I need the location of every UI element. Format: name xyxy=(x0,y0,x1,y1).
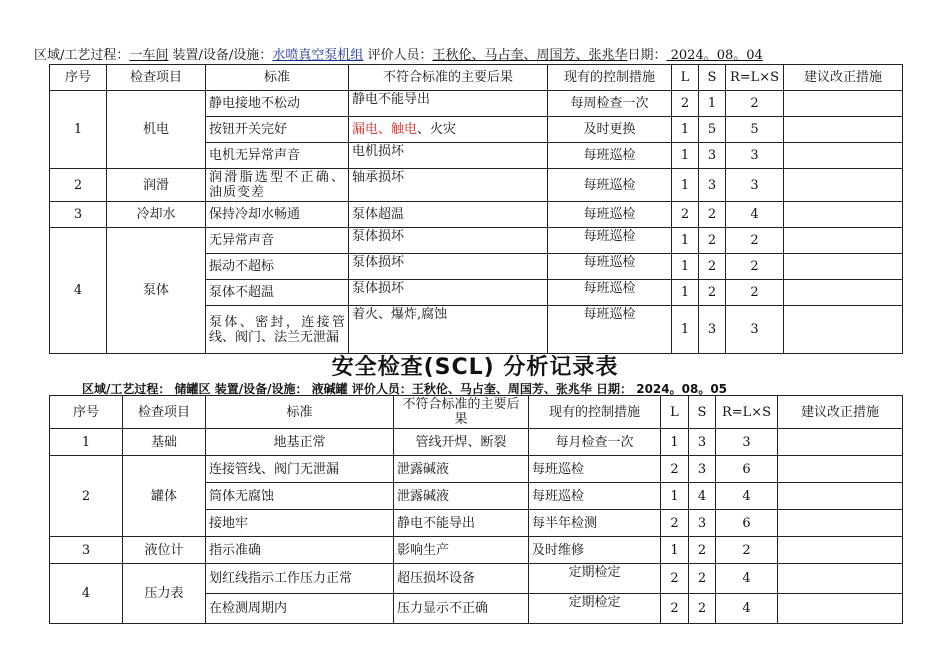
standard-cell: 电机无异常声音 xyxy=(206,143,349,169)
section1-header xyxy=(34,44,763,63)
area-label: 区域/工艺过程： xyxy=(34,48,130,63)
suggestion-cell xyxy=(784,202,903,228)
col-header: R=L×S xyxy=(726,65,784,91)
standard-cell: 振动不超标 xyxy=(206,254,349,280)
r-cell: 2 xyxy=(726,91,784,117)
standard-cell: 按钮开关完好 xyxy=(206,117,349,143)
consequence-cell: 管线开焊、断裂 xyxy=(394,429,529,456)
l-cell: 1 xyxy=(672,254,699,280)
col-header: 检查项目 xyxy=(107,65,206,91)
r-cell: 4 xyxy=(716,564,778,594)
device-value: 水喷真空泵机组 xyxy=(272,48,364,63)
control-cell: 定期检定 xyxy=(529,594,661,624)
control-cell: 每班巡检 xyxy=(529,456,661,483)
evaluator-label: 评价人员： xyxy=(363,48,433,63)
s-cell: 2 xyxy=(699,202,726,228)
suggestion-cell xyxy=(784,228,903,254)
consequence-cell: 泵体损坏 xyxy=(349,254,548,280)
control-cell: 每班巡检 xyxy=(548,169,672,202)
r-cell: 2 xyxy=(726,228,784,254)
r-cell: 2 xyxy=(726,254,784,280)
col-header: 标准 xyxy=(206,396,394,429)
s-cell: 3 xyxy=(689,429,716,456)
standard-cell: 指示准确 xyxy=(206,537,394,564)
standard-cell: 划红线指示工作压力正常 xyxy=(206,564,394,594)
col-header: 序号 xyxy=(50,396,123,429)
standard-cell: 润滑脂选型不正确、油质变差 xyxy=(206,169,349,202)
col-header: 序号 xyxy=(50,65,107,91)
r-cell: 3 xyxy=(716,429,778,456)
l-cell: 1 xyxy=(672,228,699,254)
area-value: 一车间 xyxy=(129,48,169,63)
standard-cell: 无异常声音 xyxy=(206,228,349,254)
date-label: 日期： xyxy=(627,48,667,63)
r-cell: 2 xyxy=(716,537,778,564)
suggestion-cell xyxy=(778,594,903,624)
l-cell: 2 xyxy=(672,202,699,228)
col-header: S xyxy=(689,396,716,429)
check-item: 基础 xyxy=(123,429,206,456)
l-cell: 2 xyxy=(661,594,689,624)
row-no: 2 xyxy=(50,169,107,202)
r-cell: 4 xyxy=(726,202,784,228)
r-cell: 5 xyxy=(726,117,784,143)
suggestion-cell xyxy=(778,510,903,537)
table-row xyxy=(50,169,903,202)
s-cell: 2 xyxy=(699,254,726,280)
control-cell: 每月检查一次 xyxy=(529,429,661,456)
table-row xyxy=(50,91,903,117)
standard-cell: 连接管线、阀门无泄漏 xyxy=(206,456,394,483)
table-row xyxy=(50,456,903,483)
row-no: 3 xyxy=(50,537,123,564)
suggestion-cell xyxy=(778,483,903,510)
col-header: 建议改正措施 xyxy=(784,65,903,91)
col-header: 检查项目 xyxy=(123,396,206,429)
col-header: 建议改正措施 xyxy=(778,396,903,429)
standard-cell: 静电接地不松动 xyxy=(206,91,349,117)
s-cell: 2 xyxy=(689,537,716,564)
suggestion-cell xyxy=(784,143,903,169)
control-cell: 及时更换 xyxy=(548,117,672,143)
col-header: R=L×S xyxy=(716,396,778,429)
row-no: 4 xyxy=(50,228,107,354)
table-row xyxy=(50,429,903,456)
l-cell: 2 xyxy=(661,564,689,594)
l-cell: 2 xyxy=(672,91,699,117)
consequence-cell: 泵体超温 xyxy=(349,202,548,228)
s-cell: 2 xyxy=(689,564,716,594)
consequence-cell: 泄露碱液 xyxy=(394,456,529,483)
suggestion-cell xyxy=(778,537,903,564)
col-header: 现有的控制措施 xyxy=(548,65,672,91)
check-item: 机电 xyxy=(107,91,206,169)
l-cell: 2 xyxy=(661,510,689,537)
l-cell: 1 xyxy=(672,117,699,143)
consequence-cell: 着火、爆炸,腐蚀 xyxy=(349,306,548,354)
l-cell: 1 xyxy=(672,143,699,169)
consequence-cell: 静电不能导出 xyxy=(394,510,529,537)
row-no: 1 xyxy=(50,91,107,169)
consequence-cell: 轴承损坏 xyxy=(349,169,548,202)
row-no: 1 xyxy=(50,429,123,456)
row-no: 3 xyxy=(50,202,107,228)
s-cell: 2 xyxy=(689,594,716,624)
table-row xyxy=(50,202,903,228)
check-item: 罐体 xyxy=(123,456,206,537)
device-label: 装置/设备/设施： xyxy=(168,48,273,63)
consequence-cell: 泄露碱液 xyxy=(394,483,529,510)
r-cell: 3 xyxy=(726,306,784,354)
standard-cell: 保持冷却水畅通 xyxy=(206,202,349,228)
scl-table-1 xyxy=(49,64,903,354)
suggestion-cell xyxy=(784,254,903,280)
table-header-row xyxy=(50,65,903,91)
col-header: S xyxy=(699,65,726,91)
l-cell: 1 xyxy=(661,483,689,510)
l-cell: 1 xyxy=(661,537,689,564)
consequence-cell: 超压损坏设备 xyxy=(394,564,529,594)
evaluator-value: 王秋伦、马占奎、周国芳、张兆华 xyxy=(432,48,628,63)
table-row xyxy=(50,564,903,594)
row-no: 2 xyxy=(50,456,123,537)
s-cell: 2 xyxy=(699,280,726,306)
standard-cell: 泵体、密封，连接管线、阀门、法兰无泄漏 xyxy=(206,306,349,354)
l-cell: 1 xyxy=(672,306,699,354)
suggestion-cell xyxy=(778,456,903,483)
r-cell: 6 xyxy=(716,456,778,483)
consequence-highlight: 漏电、触电 xyxy=(352,122,418,137)
r-cell: 4 xyxy=(716,594,778,624)
check-item: 压力表 xyxy=(123,564,206,624)
standard-cell: 在检测周期内 xyxy=(206,594,394,624)
control-cell: 定期检定 xyxy=(529,564,661,594)
s-cell: 3 xyxy=(689,510,716,537)
table-header-row xyxy=(50,396,903,429)
s-cell: 3 xyxy=(689,456,716,483)
s-cell: 3 xyxy=(699,143,726,169)
row-no: 4 xyxy=(50,564,123,624)
s-cell: 2 xyxy=(699,228,726,254)
suggestion-cell xyxy=(784,117,903,143)
l-cell: 1 xyxy=(661,429,689,456)
control-cell: 每班巡检 xyxy=(548,254,672,280)
l-cell: 1 xyxy=(672,280,699,306)
l-cell: 1 xyxy=(672,169,699,202)
control-cell: 每班巡检 xyxy=(548,228,672,254)
s-cell: 3 xyxy=(699,306,726,354)
col-header: 现有的控制措施 xyxy=(529,396,661,429)
col-header: L xyxy=(672,65,699,91)
suggestion-cell xyxy=(784,280,903,306)
s-cell: 5 xyxy=(699,117,726,143)
section2-header: 区域/工艺过程： 储罐区 装置/设备/设施： 液碱罐 评价人员：王秋伦、马占奎、周国芳、张兆华 日期： 2024。08。05 xyxy=(82,382,728,396)
suggestion-cell xyxy=(784,306,903,354)
control-cell: 每班巡检 xyxy=(548,143,672,169)
control-cell: 每班巡检 xyxy=(548,280,672,306)
suggestion-cell xyxy=(784,169,903,202)
r-cell: 6 xyxy=(716,510,778,537)
col-header: 标准 xyxy=(206,65,349,91)
consequence-cell: 影响生产 xyxy=(394,537,529,564)
check-item: 泵体 xyxy=(107,228,206,354)
standard-cell: 接地牢 xyxy=(206,510,394,537)
section2-title: 安全检查(SCL) 分析记录表 xyxy=(331,355,619,380)
l-cell: 2 xyxy=(661,456,689,483)
control-cell: 每半年检测 xyxy=(529,510,661,537)
consequence-cell: 静电不能导出 xyxy=(349,91,548,117)
r-cell: 3 xyxy=(726,169,784,202)
table-row xyxy=(50,228,903,254)
table-row xyxy=(50,537,903,564)
r-cell: 3 xyxy=(726,143,784,169)
scl-table-2 xyxy=(49,395,903,624)
s-cell: 4 xyxy=(689,483,716,510)
date-value: 2024。08。04 xyxy=(666,48,763,63)
standard-cell: 泵体不超温 xyxy=(206,280,349,306)
consequence-cell xyxy=(349,117,548,143)
col-header: 不符合标准的主要后果 xyxy=(394,396,529,429)
suggestion-cell xyxy=(778,564,903,594)
check-item: 润滑 xyxy=(107,169,206,202)
s-cell: 1 xyxy=(699,91,726,117)
consequence-cell: 电机损坏 xyxy=(349,143,548,169)
suggestion-cell xyxy=(778,429,903,456)
col-header: 不符合标准的主要后果 xyxy=(349,65,548,91)
control-cell: 每周检查一次 xyxy=(548,91,672,117)
col-header: L xyxy=(661,396,689,429)
control-cell: 每班巡检 xyxy=(529,483,661,510)
control-cell: 及时维修 xyxy=(529,537,661,564)
r-cell: 2 xyxy=(726,280,784,306)
consequence-cell: 压力显示不正确 xyxy=(394,594,529,624)
standard-cell: 地基正常 xyxy=(206,429,394,456)
check-item: 液位计 xyxy=(123,537,206,564)
control-cell: 每班巡检 xyxy=(548,306,672,354)
control-cell: 每班巡检 xyxy=(548,202,672,228)
s-cell: 3 xyxy=(699,169,726,202)
consequence-cell: 泵体损坏 xyxy=(349,228,548,254)
check-item: 冷却水 xyxy=(107,202,206,228)
suggestion-cell xyxy=(784,91,903,117)
standard-cell: 筒体无腐蚀 xyxy=(206,483,394,510)
consequence-rest: 、火灾 xyxy=(417,122,457,137)
consequence-cell: 泵体损坏 xyxy=(349,280,548,306)
r-cell: 4 xyxy=(716,483,778,510)
